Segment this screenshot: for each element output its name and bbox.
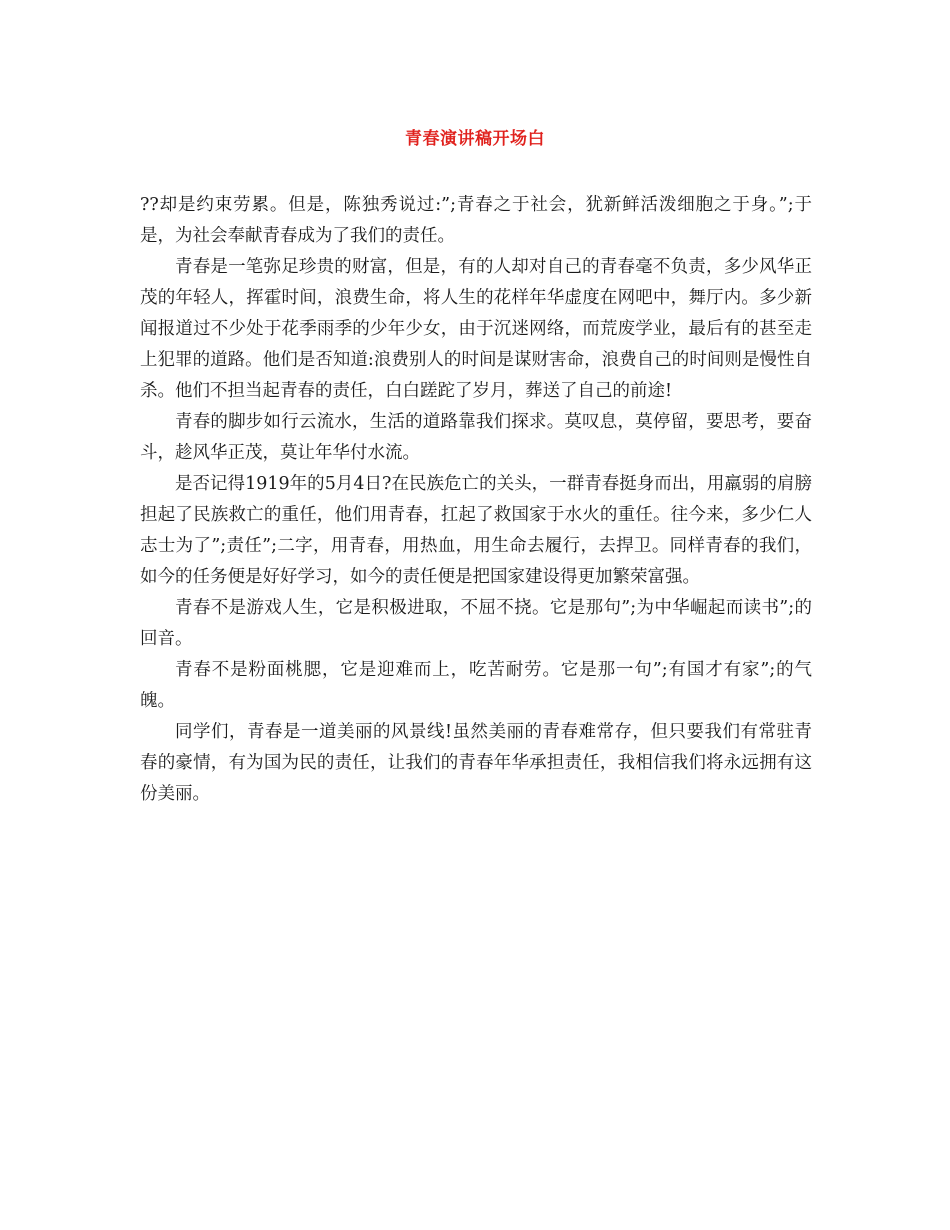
paragraph: 是否记得1919年的5月4日?在民族危亡的关头，一群青春挺身而出，用羸弱的肩膀担起了民族救亡的重任，他们用青春，扛起了救国家于水火的重任。往今来，多少仁人志士为了”;责任”;二字，用青春，用热血，用生命去履行，去捍卫。同样青春的我们，如今的任务便是好好学习，如今的责任便是把国家建设得更加繁荣富强。: [140, 474, 812, 587]
paragraph: 青春的脚步如行云流水，生活的道路靠我们探求。莫叹息，莫停留，要思考，要奋斗，趁风华正茂，莫让年华付水流。: [140, 412, 812, 463]
paragraph: 青春是一笔弥足珍贵的财富，但是，有的人却对自己的青春毫不负责，多少风华正茂的年轻人，挥霍时间，浪费生命，将人生的花样年华虚度在网吧中，舞厅内。多少新闻报道过不少处于花季雨季的少年少女，由于沉迷网络，而荒废学业，最后有的甚至走上犯罪的道路。他们是否知道:浪费别人的时间是谋财害命，浪费自己的时间则是慢性自杀。他们不担当起青春的责任，白白蹉跎了岁月，葬送了自己的前途!: [140, 257, 812, 401]
document-title: 青春演讲稿开场白: [405, 129, 545, 149]
paragraph-continuation: ??却是约束劳累。但是，陈独秀说过:”;青春之于社会，犹新鲜活泼细胞之于身。”;于是，为社会奉献青春成为了我们的责任。: [140, 195, 812, 246]
document-body: [140, 190, 812, 810]
paragraph: 青春不是游戏人生，它是积极进取，不屈不挠。它是那句”;为中华崛起而读书”;的回音。: [140, 598, 812, 649]
paragraph: 青春不是粉面桃腮，它是迎难而上，吃苦耐劳。它是那一句”;有国才有家”;的气魄。: [140, 660, 812, 711]
paragraph: 同学们，青春是一道美丽的风景线!虽然美丽的青春难常存，但只要我们有常驻青春的豪情，有为国为民的责任，让我们的青春年华承担责任，我相信我们将永远拥有这份美丽。: [140, 722, 812, 804]
